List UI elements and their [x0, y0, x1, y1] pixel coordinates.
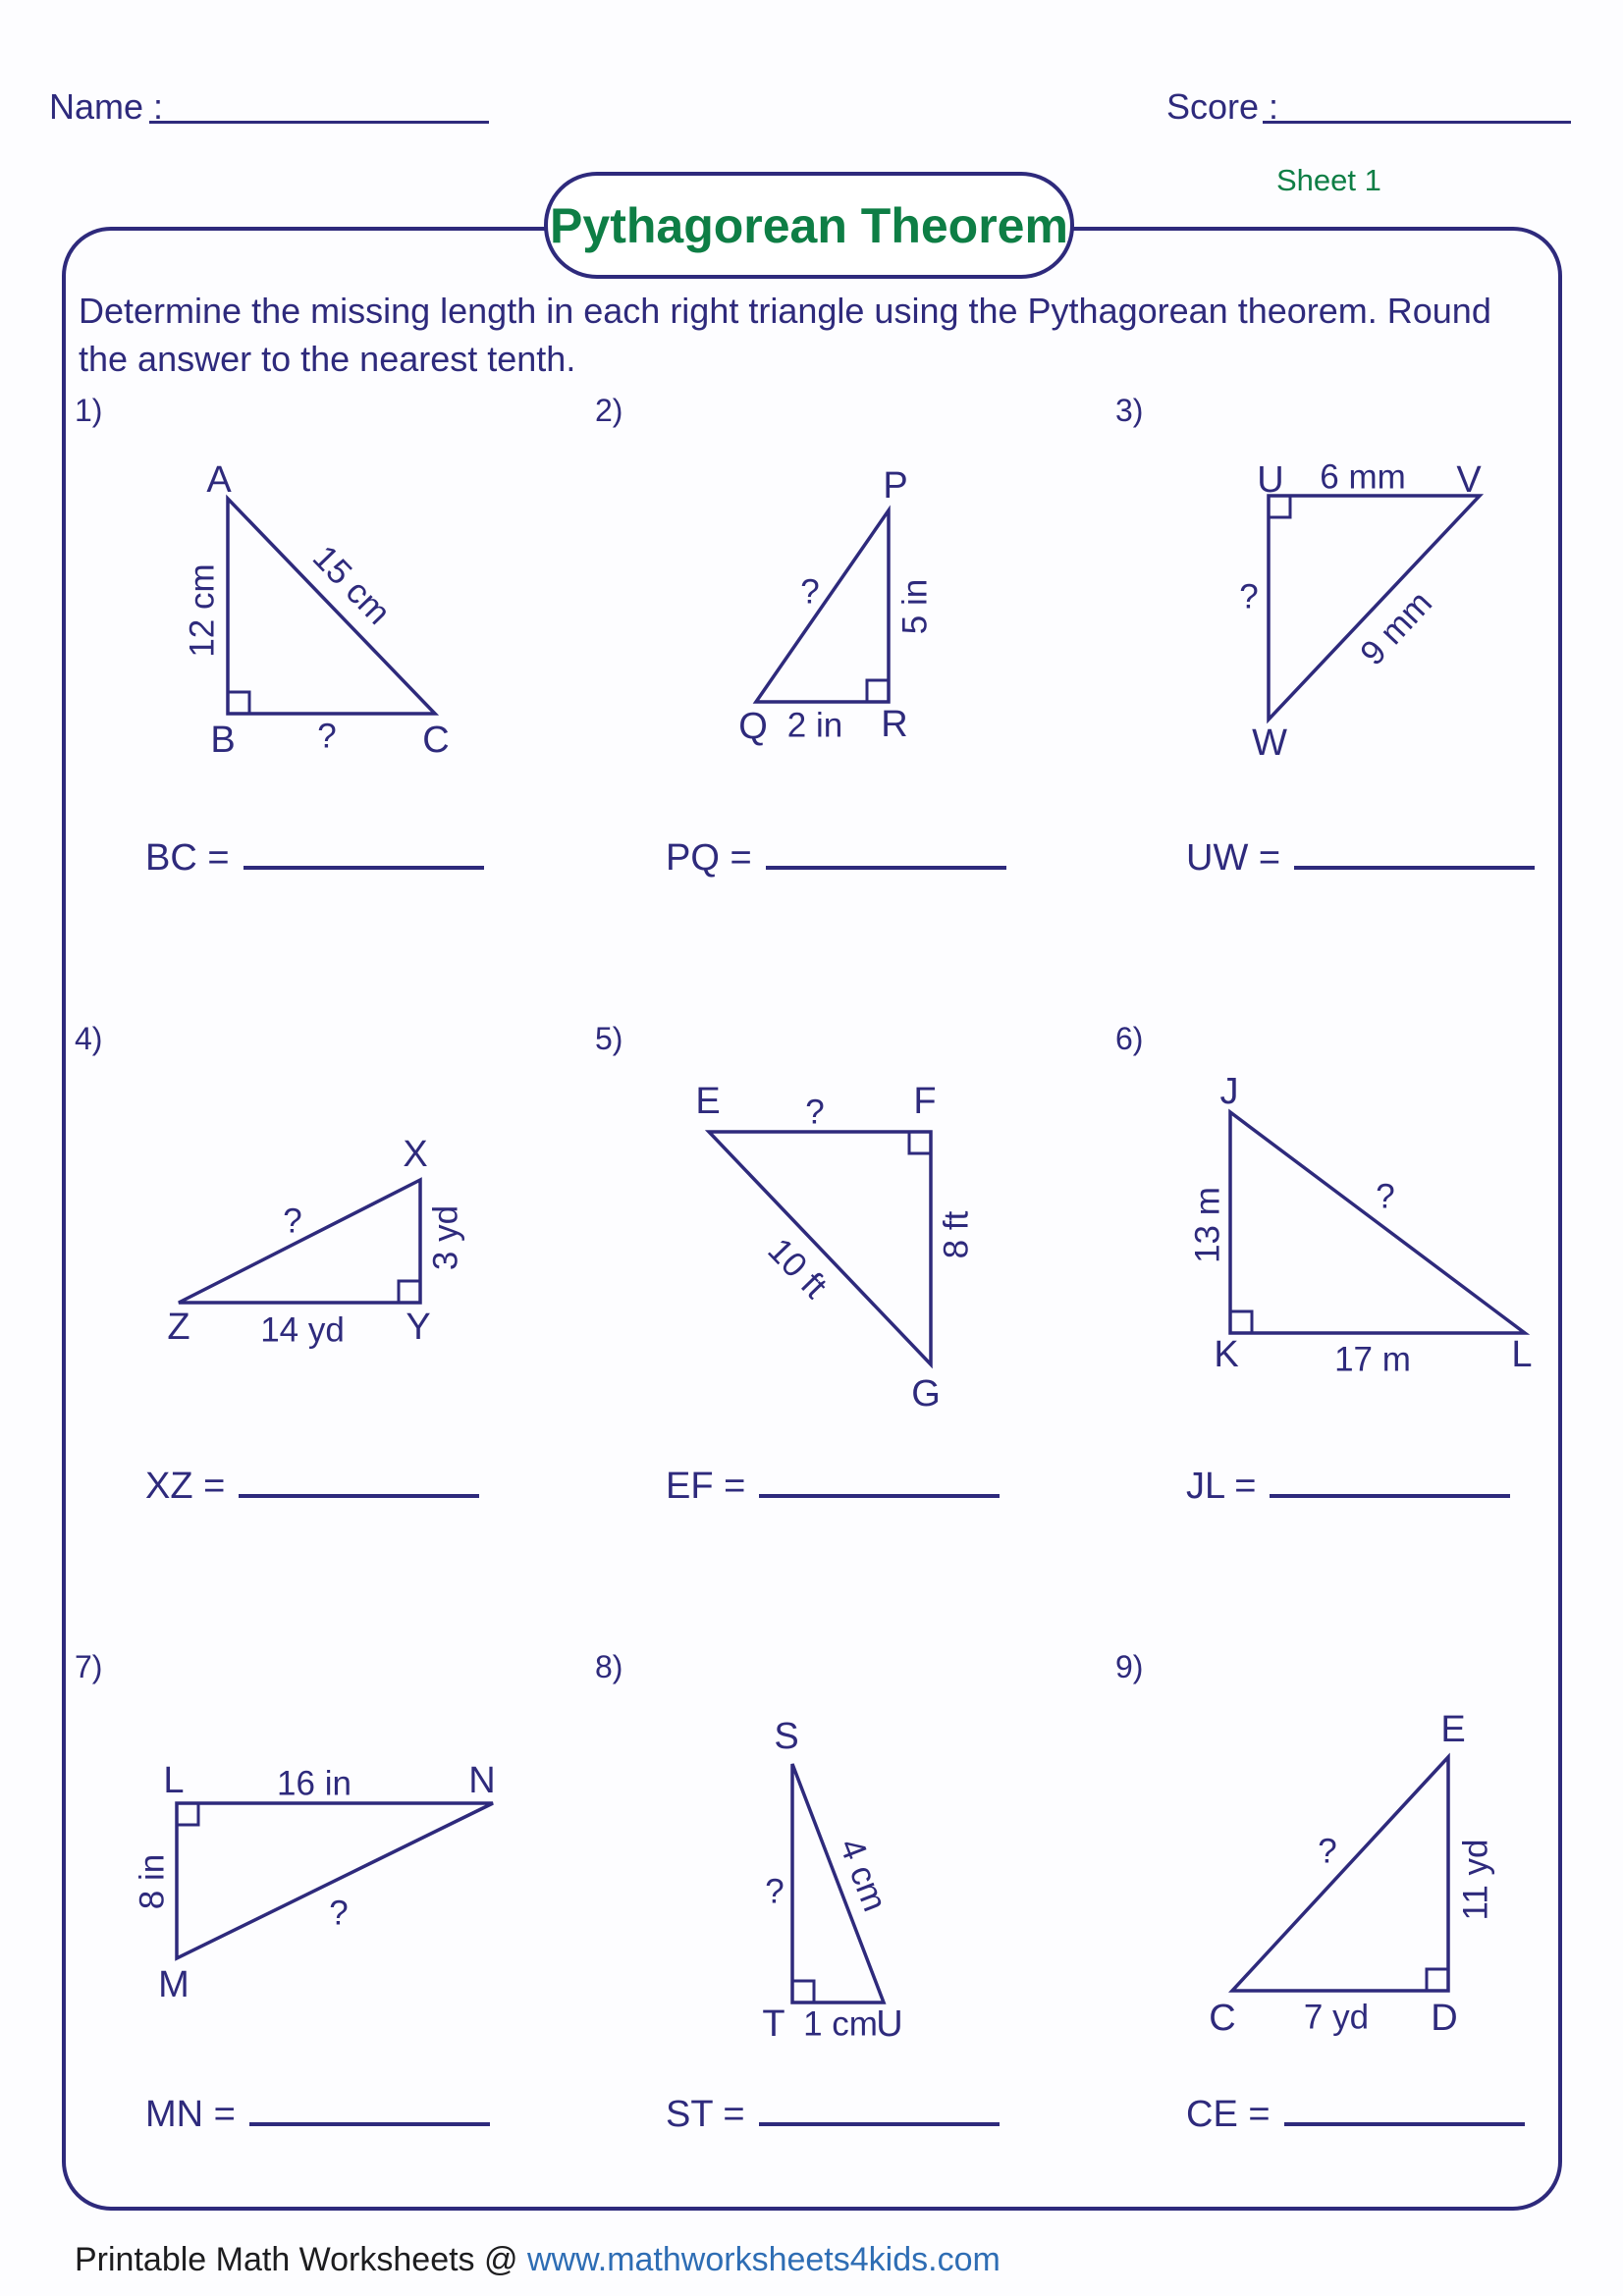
- side-length-label: 6 mm: [1320, 457, 1406, 497]
- triangle-figure: [1100, 1639, 1620, 2061]
- side-length-label: ?: [800, 572, 820, 612]
- problem-number: 5): [595, 1021, 623, 1056]
- answer-row: [1186, 2083, 1525, 2136]
- vertex-label: Y: [406, 1307, 431, 1348]
- vertex-label: R: [881, 704, 908, 745]
- vertex-label: U: [1257, 459, 1284, 501]
- vertex-label: K: [1214, 1334, 1239, 1375]
- right-angle-mark: [867, 680, 889, 702]
- side-length-label: ?: [1376, 1177, 1395, 1216]
- side-length-label: 1 cm: [803, 2004, 878, 2044]
- vertex-label: U: [876, 2003, 903, 2045]
- problem-number: 1): [75, 393, 103, 428]
- problem-cell: [59, 1011, 579, 1561]
- instructions-line-2: the answer to the nearest tenth.: [79, 339, 576, 379]
- right-angle-mark: [909, 1132, 931, 1153]
- triangle: [1230, 1112, 1525, 1333]
- side-length-label: 12 cm: [183, 563, 222, 658]
- triangle-figure: [579, 1639, 1100, 2061]
- problem-cell: [59, 383, 579, 933]
- answer-label: UW =: [1186, 837, 1281, 879]
- answer-label: JL =: [1186, 1466, 1257, 1507]
- problem-number: 4): [75, 1021, 103, 1056]
- answer-row: [145, 2083, 490, 2136]
- triangle-figure: [1100, 1011, 1620, 1433]
- triangle: [709, 1132, 931, 1364]
- right-angle-mark: [177, 1803, 198, 1825]
- name-label: Name :: [49, 86, 164, 127]
- vertex-label: C: [422, 720, 450, 761]
- answer-row: [145, 827, 484, 880]
- answer-label: ST =: [666, 2094, 745, 2135]
- problem-cell: [1100, 1011, 1620, 1561]
- instructions-line-1: Determine the missing length in each right triangle using the Pythagorean theorem. Round: [79, 291, 1491, 331]
- footer-link[interactable]: www.mathworksheets4kids.com: [526, 2241, 1001, 2278]
- triangle: [179, 1180, 420, 1303]
- side-length-label: 8 ft: [937, 1210, 976, 1259]
- answer-blank-line: [759, 1455, 1000, 1498]
- answer-label: BC =: [145, 837, 230, 879]
- problem-number: 2): [595, 393, 623, 428]
- side-length-label: 13 m: [1188, 1187, 1227, 1263]
- side-length-label: 9 mm: [1352, 583, 1440, 673]
- right-angle-mark: [228, 692, 249, 714]
- footer: [75, 2241, 1001, 2279]
- answer-row: [145, 1455, 479, 1508]
- answer-blank-line: [239, 1455, 479, 1498]
- name-blank-line: [149, 81, 489, 124]
- instructions: [79, 287, 1542, 383]
- problem-number: 7): [75, 1649, 103, 1684]
- answer-blank-line: [766, 827, 1006, 870]
- problem-cell: [1100, 1639, 1620, 2189]
- problem-number: 9): [1115, 1649, 1144, 1684]
- title-badge: [544, 172, 1074, 279]
- answer-blank-line: [249, 2083, 490, 2126]
- page-title: Pythagorean Theorem: [550, 197, 1068, 253]
- right-angle-mark: [1230, 1311, 1252, 1333]
- triangle-figure: [579, 1011, 1100, 1433]
- vertex-label: W: [1252, 722, 1287, 764]
- side-length-label: 8 in: [133, 1853, 172, 1910]
- answer-row: [666, 827, 1006, 880]
- triangle: [1232, 1757, 1448, 1991]
- vertex-label: L: [1511, 1334, 1533, 1375]
- triangle: [177, 1803, 493, 1958]
- side-length-label: ?: [329, 1894, 349, 1933]
- answer-label: PQ =: [666, 837, 752, 879]
- problem-cell: [579, 1639, 1100, 2189]
- vertex-label: A: [206, 459, 232, 501]
- side-length-label: ?: [765, 1872, 784, 1911]
- side-length-label: ?: [283, 1201, 302, 1241]
- side-length-label: 3 yd: [426, 1204, 465, 1271]
- vertex-label: J: [1219, 1071, 1239, 1112]
- vertex-label: D: [1431, 1998, 1458, 2039]
- vertex-label: Q: [738, 706, 768, 747]
- answer-blank-line: [1294, 827, 1535, 870]
- answer-label: XZ =: [145, 1466, 226, 1507]
- vertex-label: Z: [167, 1307, 190, 1348]
- triangle: [1269, 496, 1480, 720]
- side-length-label: 15 cm: [304, 538, 399, 632]
- answer-row: [666, 1455, 1000, 1508]
- triangle: [228, 499, 435, 714]
- side-length-label: 7 yd: [1303, 1998, 1370, 2037]
- vertex-label: L: [163, 1760, 185, 1801]
- answer-label: CE =: [1186, 2094, 1271, 2135]
- triangle-figure: [579, 383, 1100, 805]
- answer-row: [1186, 1455, 1510, 1508]
- vertex-label: C: [1209, 1998, 1236, 2039]
- triangle-figure: [59, 1011, 579, 1433]
- answer-blank-line: [759, 2083, 1000, 2126]
- problem-number: 6): [1115, 1021, 1144, 1056]
- score-blank-line: [1263, 81, 1571, 124]
- side-length-label: ?: [1239, 577, 1259, 616]
- side-length-label: ?: [317, 717, 337, 756]
- problem-cell: [1100, 383, 1620, 933]
- vertex-label: M: [158, 1964, 189, 2005]
- problem-cell: [59, 1639, 579, 2189]
- vertex-label: F: [913, 1081, 937, 1122]
- problem-number: 8): [595, 1649, 623, 1684]
- side-length-label: 10 ft: [760, 1230, 835, 1307]
- vertex-label: T: [762, 2003, 785, 2045]
- side-length-label: 11 yd: [1456, 1839, 1495, 1921]
- vertex-label: V: [1456, 459, 1482, 501]
- side-length-label: ?: [1318, 1832, 1337, 1871]
- vertex-label: S: [774, 1716, 799, 1757]
- answer-blank-line: [1284, 2083, 1525, 2126]
- right-angle-mark: [1427, 1969, 1448, 1991]
- answer-blank-line: [1270, 1455, 1510, 1498]
- side-length-label: 16 in: [277, 1764, 352, 1803]
- answer-label: EF =: [666, 1466, 746, 1507]
- triangle-figure: [1100, 383, 1620, 805]
- right-angle-mark: [399, 1281, 420, 1303]
- problem-number: 3): [1115, 393, 1144, 428]
- answer-blank-line: [243, 827, 484, 870]
- vertex-label: E: [1440, 1709, 1466, 1750]
- problem-cell: [579, 383, 1100, 933]
- vertex-label: X: [403, 1134, 428, 1175]
- footer-text: Printable Math Worksheets @: [75, 2241, 527, 2278]
- side-length-label: 4 cm: [832, 1833, 894, 1917]
- triangle-figure: [59, 1639, 579, 2061]
- answer-row: [666, 2083, 1000, 2136]
- side-length-label: ?: [805, 1093, 825, 1132]
- answer-row: [1186, 827, 1535, 880]
- side-length-label: 14 yd: [260, 1310, 345, 1350]
- vertex-label: E: [695, 1081, 721, 1122]
- score-label: Score :: [1166, 86, 1279, 127]
- vertex-label: P: [883, 465, 908, 507]
- right-angle-mark: [792, 1981, 814, 2002]
- side-length-label: 17 m: [1334, 1340, 1411, 1379]
- vertex-label: N: [468, 1760, 496, 1801]
- vertex-label: G: [911, 1373, 941, 1415]
- sheet-number-label: Sheet 1: [1276, 163, 1381, 197]
- side-length-label: 5 in: [895, 578, 935, 635]
- vertex-label: B: [210, 720, 236, 761]
- triangle-figure: [59, 383, 579, 805]
- answer-label: MN =: [145, 2094, 236, 2135]
- side-length-label: 2 in: [786, 706, 843, 745]
- triangle: [756, 510, 889, 702]
- problem-cell: [579, 1011, 1100, 1561]
